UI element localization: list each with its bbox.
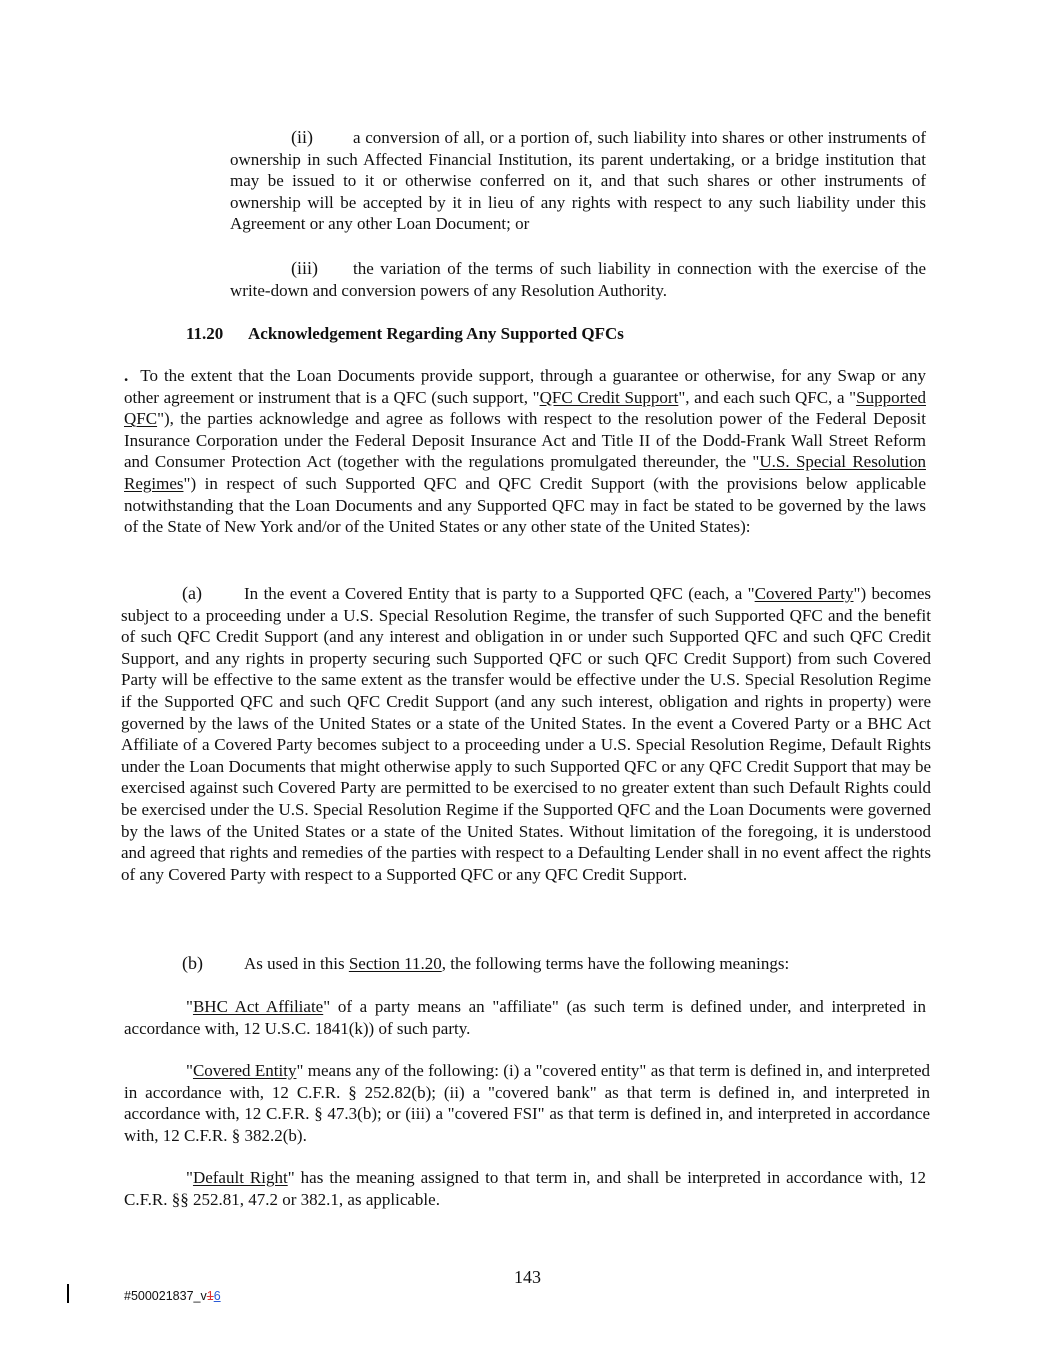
intro-text: ", and each such QFC, a " — [678, 387, 857, 407]
section-reference-link[interactable]: Section 11.20 — [348, 954, 442, 973]
subsection-iii — [230, 258, 926, 301]
document-id-prefix: #500021837_v — [124, 1289, 207, 1303]
defined-term-covered-party: Covered Party — [754, 584, 854, 603]
definition-covered-entity — [124, 1060, 930, 1146]
section-heading — [186, 323, 624, 345]
definition-text: " has the meaning assigned to that term in, and shall be interpreted in accordance with, 12 C.F.R. §§ 252.81, 47.2 or 382.1, as applicable. — [124, 1168, 926, 1209]
section-title: Acknowledgement Regarding Any Supported QFCs — [248, 324, 624, 343]
intro-text: To the extent that the Loan Documents provide support, through a guarantee or otherwise, for any Swap or any other agreement or instrument that is a QFC (such support, " — [124, 366, 926, 407]
change-bar — [67, 1284, 69, 1303]
clause-marker: (b) — [182, 953, 203, 973]
inserted-version: 6 — [213, 1289, 221, 1303]
clause-text: As used in this — [244, 954, 349, 973]
subsection-text: the variation of the terms of such liability in connection with the exercise of the write-down and conversion powers of any Resolution Authority. — [230, 259, 926, 300]
clause-b — [121, 953, 931, 975]
intro-paragraph — [124, 365, 926, 538]
definition-text: " means any of the following: (i) a "covered entity" as that term is defined in, and interpreted in accordance with, 12 C.F.R. § 252.82(b); (ii) a "covered bank" as that term is defined in, and interpreted in accordance with, 12 C.F.R. § 47.3(b); or (iii) a "covered FSI" as that term is defined in, and interpreted in accordance with, 12 C.F.R. § 382.2(b). — [124, 1061, 930, 1145]
quote-mark: " — [186, 997, 193, 1016]
intro-lead: . — [124, 366, 129, 385]
deleted-version: 1 — [206, 1289, 214, 1303]
document-id — [124, 1286, 221, 1308]
defined-term: Covered Entity — [192, 1061, 297, 1080]
clause-text: , the following terms have the following meanings: — [441, 954, 790, 973]
definition-bhc-act-affiliate — [124, 996, 926, 1039]
defined-term-supported-qfc: Supported QFC — [124, 387, 926, 429]
subsection-marker: (ii) — [291, 127, 313, 147]
page-number: 143 — [514, 1267, 541, 1287]
defined-term: BHC Act Affiliate — [192, 997, 324, 1016]
clause-a — [121, 583, 931, 885]
defined-term: Default Right — [192, 1168, 288, 1187]
intro-text: "), the parties acknowledge and agree as follows with respect to the resolution power of the Federal Deposit Insurance Corporation under the Federal Deposit Insurance Act and Title II of the Dodd-Frank Wall Street Reform and Consumer Protection Act (together with the regulations promulgated thereunder, the " — [124, 409, 926, 472]
section-number: 11.20 — [186, 324, 224, 343]
subsection-ii — [230, 127, 926, 235]
subsection-marker: (iii) — [291, 258, 318, 278]
defined-term-qfc-credit-support: QFC Credit Support — [539, 387, 679, 407]
quote-mark: " — [186, 1061, 193, 1080]
defined-term-us-special-resolution-regimes: U.S. Special Resolution Regimes — [124, 452, 926, 493]
clause-marker: (a) — [182, 583, 202, 603]
clause-text: In the event a Covered Entity that is party to a Supported QFC (each, a " — [244, 584, 755, 603]
clause-text: ") becomes subject to a proceeding under a U.S. Special Resolution Regime, the transfer of such Supported QFC and the benefit of such QFC Credit Support (and any interest and obligation in or under such Supported QFC and such QFC Credit Support, and any rights in property securing such Supported QFC or such QFC Credit Support) from such Covered Party will be effective to the same extent as the transfer would be effective under the U.S. Special Resolution Regime if the Supported QFC and such QFC Credit Support (and any such interest, obligation and rights in property) were governed by the laws of the United States or a state of the United States. In the event a Covered Party or a BHC Act Affiliate of a Covered Party becomes subject to a proceeding under a U.S. Special Resolution Regime, Default Rights under the Loan Documents that might otherwise apply to such Supported QFC or any QFC Credit Support that may be exercised against such Covered Party are permitted to be exercised to no greater extent than such Default Rights could be exercised under the U.S. Special Resolution Regime if the Supported QFC and the Loan Documents were governed by the laws of the United States or a state of the United States. Without limitation of the foregoing, it is understood and agreed that rights and remedies of the parties with respect to a Defaulting Lender shall in no event affect the rights of any Covered Party with respect to a Supported QFC or any QFC Credit Support. — [121, 584, 932, 884]
subsection-text: a conversion of all, or a portion of, such liability into shares or other instruments of ownership in such Affected Financial Institution, its parent undertaking, or a bridge institution that may be issued to it or otherwise conferred on it, and that such shares or other instruments of ownership will be accepted by it in lieu of any rights with respect to any such liability under this Agreement or any other Loan Document; or — [230, 128, 926, 234]
quote-mark: " — [186, 1168, 193, 1187]
definition-text: " of a party means an "affiliate" (as such term is defined under, and interpreted in accordance with, 12 U.S.C. 1841(k)) of such party. — [124, 997, 926, 1038]
definition-default-right — [124, 1167, 926, 1210]
intro-text: ") in respect of such Supported QFC and QFC Credit Support (with the provisions below applicable notwithstanding that the Loan Documents and any Supported QFC may in fact be stated to be governed by the laws of the State of New York and/or of the United States or any other state of the United States): — [124, 473, 926, 537]
